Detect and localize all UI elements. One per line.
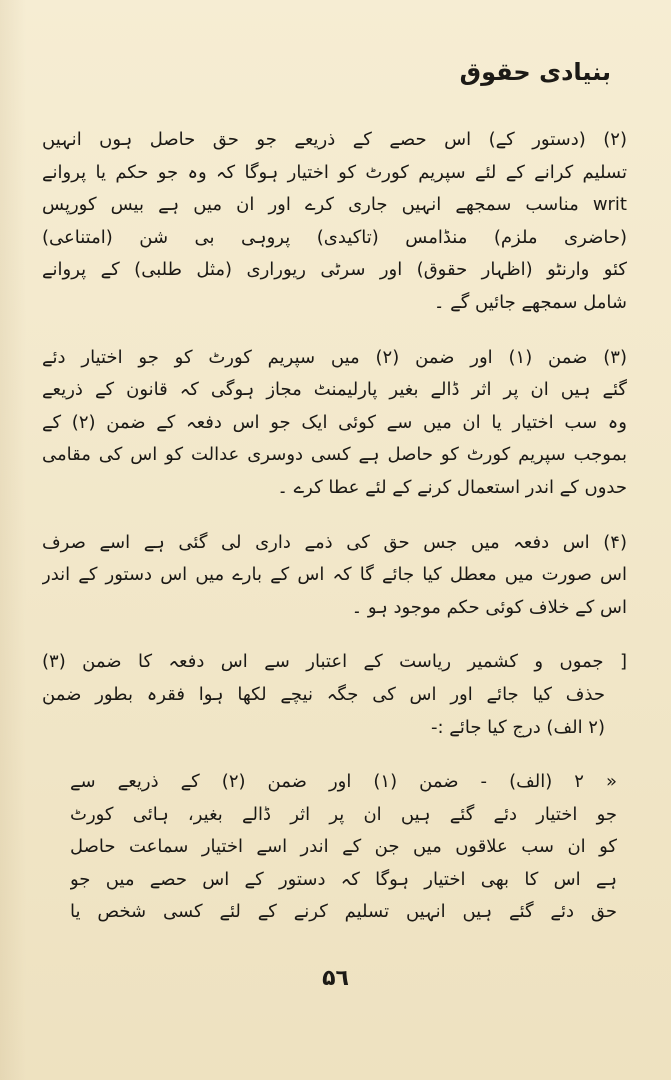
text-line: شامل سمجھے جائیں گے ۔ [433, 291, 627, 313]
text-line: کئو وارنٹو (اظہار حقوق) اور سرٹی ریوراری (مثل طلبی) کے پروانے [42, 259, 627, 281]
text-line: کو ان سب علاقوں میں جن کے اندر اسے اختیار سماعت حاصل [70, 836, 617, 858]
paragraph-clause-2 [42, 124, 627, 320]
text-line: وہ سب اختیار یا ان میں سے کوئی ایک جو اس دفعہ کے ضمن (۲) کے [42, 411, 627, 433]
text-line: بموجب سپریم کورٹ کو حاصل ہے کسی دوسری عدالت کو اس کی مقامی [42, 444, 627, 466]
text-line: [ جموں و کشمیر ریاست کے اعتبار سے اس دفعہ کا ضمن (۳) [42, 651, 627, 673]
running-header: بنیادی حقوق [459, 58, 611, 86]
paragraph-clause-3 [42, 342, 627, 505]
text-line: گئے ہیں ان پر اثر ڈالے بغیر پارلیمنٹ مجاز ہوگی کہ قانون کے ذریعے [42, 379, 627, 401]
text-line: (۲ الف) درج کیا جائے :- [431, 716, 605, 738]
text-line: تسلیم کرانے کے لئے سپریم کورٹ کو اختیار ہوگا کہ وہ جو حکم یا پروانے [42, 161, 627, 183]
paragraph-quoted-clause [70, 766, 617, 929]
text-line: (۴) اس دفعہ میں جس حق کی ذمے داری لی گئی ہے اسے صرف [42, 531, 627, 553]
text-line: اس کے خلاف کوئی حکم موجود ہو ۔ [351, 596, 627, 618]
text-line: (۳) ضمن (۱) اور ضمن (۲) میں سپریم کورٹ کو جو اختیار دئے [42, 346, 627, 368]
text-line: « ۲ (الف) - ضمن (۱) اور ضمن (۲) کے ذریعے سے [70, 771, 617, 793]
text-line: اس صورت میں معطل کیا جائے گا کہ اس کے بارے میں اس دستور کے اندر [42, 564, 627, 586]
text-line: (۲) (دستور کے) اس حصے کے ذریعے جو حق حاصل ہوں انہیں [42, 129, 627, 150]
text-line: writ مناسب سمجھے انہیں جاری کرے اور ان میں ہے بیس کورپس [42, 194, 627, 216]
text-line: حدوں کے اندر استعمال کرنے کے لئے عطا کرے ۔ [277, 476, 627, 498]
text-line: ہے اس کا بھی اختیار ہوگا کہ دستور کے اس حصے میں جو [70, 868, 617, 890]
text-line: (حاضری ملزم) منڈامس (تاکیدی) پروہی بی شن (امتناعی) [42, 226, 627, 248]
text-line: حق دئے گئے ہیں انہیں تسلیم کرنے کے لئے کسی شخص یا [70, 901, 617, 923]
paragraph-clause-4 [42, 527, 627, 625]
text-line: جو اختیار دئے گئے ہیں ان پر اثر ڈالے بغیر، ہائی کورٹ [70, 803, 617, 825]
paragraph-kashmir-note [42, 646, 627, 744]
text-line: حذف کیا جائے اور اس کی جگہ نیچے لکھا ہوا فقرہ بطور ضمن [42, 683, 605, 705]
page-number: ۵٦ [322, 966, 349, 991]
page-body [42, 124, 627, 951]
